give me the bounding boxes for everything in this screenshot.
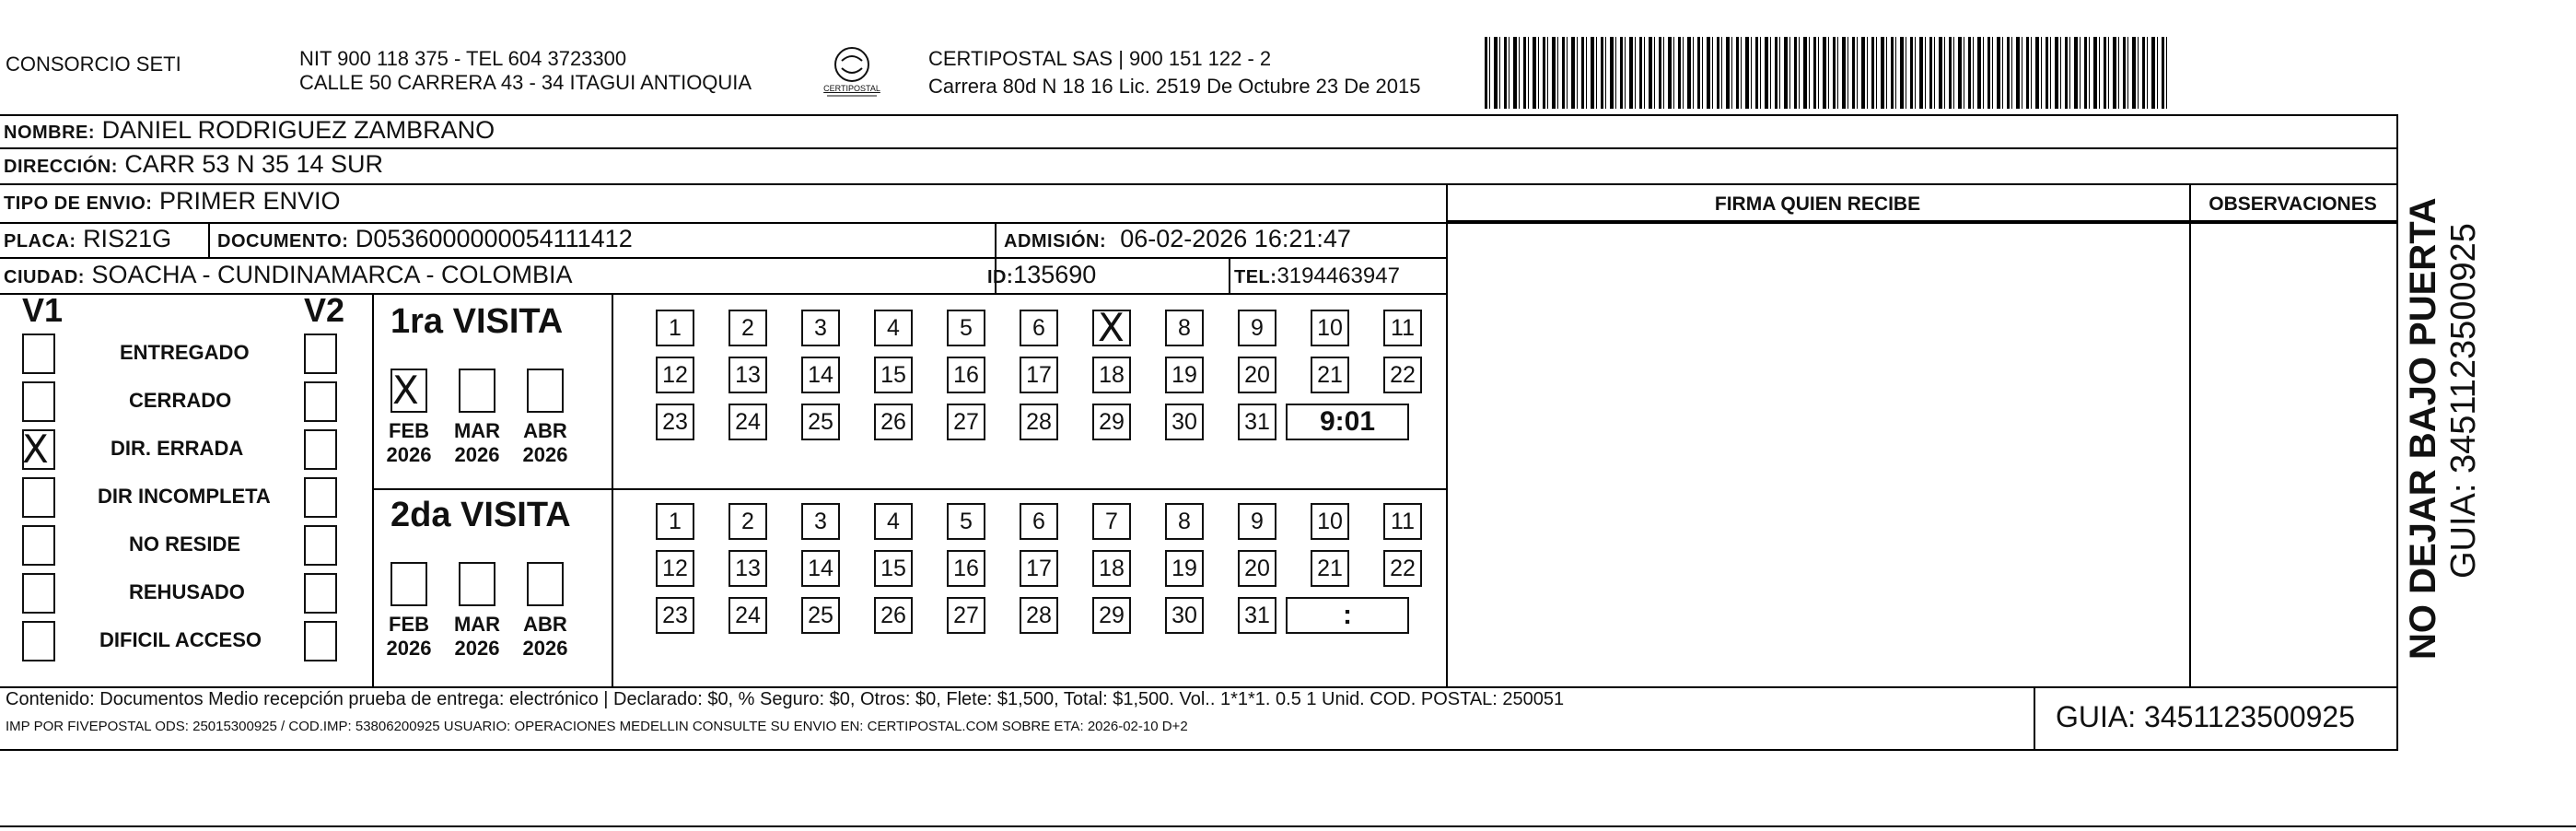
status-label: CERRADO bbox=[129, 389, 232, 412]
v2-checkbox[interactable] bbox=[304, 334, 337, 374]
month-year: 2026 bbox=[386, 443, 432, 466]
col-line-guia bbox=[2034, 686, 2035, 749]
month-label: MAR bbox=[453, 613, 501, 636]
footer-content: Contenido: Documentos Medio recepción prueba de entrega: electrónico | Declarado: $0, % Seguro: $0, Otros: $0, Flete: $1,500, Total: $1,500. Vol.. 1*1*1. 0.5 1 Unid. COD. POSTAL: 250051 bbox=[6, 689, 1565, 709]
month-year: 2026 bbox=[522, 637, 568, 660]
day-box[interactable]: 16 bbox=[947, 550, 985, 587]
v2-checkbox[interactable] bbox=[304, 477, 337, 518]
day-box[interactable]: 29 bbox=[1092, 597, 1131, 634]
day-box[interactable]: 12 bbox=[656, 357, 694, 393]
status-label: DIFICIL ACCESO bbox=[99, 628, 262, 651]
status-label: DIR INCOMPLETA bbox=[98, 485, 271, 508]
v2-checkbox[interactable] bbox=[304, 381, 337, 422]
day-check-mark: X bbox=[1098, 305, 1125, 350]
v2-checkbox[interactable] bbox=[304, 573, 337, 614]
day-box[interactable]: 23 bbox=[656, 597, 694, 634]
day-box[interactable]: 26 bbox=[874, 404, 913, 440]
v1-checkbox[interactable] bbox=[22, 621, 55, 661]
col-line-firma bbox=[1446, 183, 1448, 686]
day-box[interactable]: 15 bbox=[874, 357, 913, 393]
visit1-title: 1ra VISITA bbox=[390, 302, 564, 341]
day-box[interactable]: 3 bbox=[801, 503, 840, 540]
day-box[interactable]: 18 bbox=[1092, 357, 1131, 393]
month-label: FEB bbox=[389, 419, 429, 442]
col-line-obs bbox=[2189, 183, 2191, 686]
month-checkbox[interactable] bbox=[459, 369, 495, 413]
day-box[interactable]: 30 bbox=[1165, 404, 1204, 440]
day-box[interactable]: 25 bbox=[801, 597, 840, 634]
month-year: 2026 bbox=[454, 443, 500, 466]
day-box[interactable]: 4 bbox=[874, 310, 913, 346]
month-checkbox[interactable] bbox=[527, 369, 564, 413]
day-box[interactable]: 14 bbox=[801, 357, 840, 393]
day-box[interactable]: 5 bbox=[947, 503, 985, 540]
day-box[interactable]: 18 bbox=[1092, 550, 1131, 587]
month-checkbox[interactable] bbox=[527, 562, 564, 606]
day-box[interactable]: 13 bbox=[729, 550, 767, 587]
day-box[interactable]: 5 bbox=[947, 310, 985, 346]
day-box[interactable]: 12 bbox=[656, 550, 694, 587]
id-row: ID:135690 bbox=[987, 261, 1097, 288]
day-box[interactable]: 17 bbox=[1020, 550, 1058, 587]
day-box[interactable]: 28 bbox=[1020, 404, 1058, 440]
placa-row: PLACA: RIS21G bbox=[4, 225, 172, 252]
time-box[interactable]: : bbox=[1286, 597, 1409, 634]
day-box[interactable]: 11 bbox=[1383, 503, 1422, 540]
side-guia: GUIA: 3451123500925 bbox=[2444, 223, 2483, 579]
visit2-title: 2da VISITA bbox=[390, 496, 571, 534]
tipo-envio-row: TIPO DE ENVIO: PRIMER ENVIO bbox=[4, 187, 341, 215]
col-line-placa bbox=[208, 222, 210, 257]
month-check-mark: X bbox=[392, 368, 419, 413]
day-box[interactable]: 21 bbox=[1311, 550, 1349, 587]
visit-separator bbox=[372, 488, 1448, 490]
row-line-5 bbox=[0, 293, 1448, 295]
day-box[interactable]: 21 bbox=[1311, 357, 1349, 393]
status-label: NO RESIDE bbox=[129, 533, 241, 556]
time-box[interactable]: 9:01 bbox=[1286, 404, 1409, 440]
v2-label: V2 bbox=[304, 291, 345, 329]
day-box[interactable]: 11 bbox=[1383, 310, 1422, 346]
v1-checkbox[interactable] bbox=[22, 381, 55, 422]
day-box[interactable]: 27 bbox=[947, 597, 985, 634]
admision-row: ADMISIÓN: 06-02-2026 16:21:47 bbox=[1004, 225, 1351, 252]
nombre-row: NOMBRE: DANIEL RODRIGUEZ ZAMBRANO bbox=[4, 116, 495, 144]
company-name: CONSORCIO SETI bbox=[6, 53, 181, 76]
month-checkbox[interactable] bbox=[459, 562, 495, 606]
month-label: ABR bbox=[523, 419, 567, 442]
day-box[interactable]: 9 bbox=[1238, 503, 1276, 540]
firma-header-line bbox=[1446, 220, 2397, 222]
day-box[interactable]: 4 bbox=[874, 503, 913, 540]
day-box[interactable]: 1 bbox=[656, 503, 694, 540]
day-box[interactable]: 26 bbox=[874, 597, 913, 634]
row-line-2 bbox=[0, 183, 2397, 185]
tel-row: TEL:3194463947 bbox=[1234, 263, 1400, 288]
v2-checkbox[interactable] bbox=[304, 429, 337, 470]
day-box[interactable]: 6 bbox=[1020, 503, 1058, 540]
day-box[interactable]: 15 bbox=[874, 550, 913, 587]
logo-text: CERTIPOSTAL bbox=[823, 84, 880, 93]
certipostal-license: Carrera 80d N 18 16 Lic. 2519 De Octubre 23 De 2015 bbox=[928, 75, 1421, 98]
day-box[interactable]: 7 bbox=[1092, 503, 1131, 540]
day-box[interactable]: 2 bbox=[729, 310, 767, 346]
day-box[interactable]: 8 bbox=[1165, 310, 1204, 346]
month-checkbox[interactable] bbox=[390, 562, 427, 606]
day-box[interactable]: 2 bbox=[729, 503, 767, 540]
footer-imp: IMP POR FIVEPOSTAL ODS: 25015300925 / COD.IMP: 53806200925 USUARIO: OPERACIONES MEDELLIN CONSULTE SU ENVIO EN: CERTIPOSTAL.COM SOBRE ETA: 2026-02-10 D+2 bbox=[6, 719, 1188, 734]
day-box[interactable]: 8 bbox=[1165, 503, 1204, 540]
v1-checkbox[interactable] bbox=[22, 334, 55, 374]
status-label: REHUSADO bbox=[129, 580, 245, 603]
day-box[interactable]: 6 bbox=[1020, 310, 1058, 346]
documento-row: DOCUMENTO: D0536000000054111412 bbox=[217, 225, 633, 252]
company-address: CALLE 50 CARRERA 43 - 34 ITAGUI ANTIOQUIA bbox=[299, 71, 752, 94]
status-label: DIR. ERRADA bbox=[111, 437, 244, 460]
day-box[interactable]: 31 bbox=[1238, 597, 1276, 634]
v2-checkbox[interactable] bbox=[304, 525, 337, 566]
month-year: 2026 bbox=[386, 637, 432, 660]
day-box[interactable]: 10 bbox=[1311, 503, 1349, 540]
footer-line bbox=[0, 686, 2397, 688]
day-box[interactable]: 10 bbox=[1311, 310, 1349, 346]
page-bottom-line bbox=[0, 825, 2576, 827]
day-box[interactable]: 19 bbox=[1165, 550, 1204, 587]
day-box[interactable]: 27 bbox=[947, 404, 985, 440]
barcode bbox=[1485, 37, 2171, 109]
v1-check-mark: X bbox=[22, 427, 49, 472]
day-box[interactable]: 19 bbox=[1165, 357, 1204, 393]
v1-checkbox[interactable] bbox=[22, 477, 55, 518]
day-box[interactable]: 29 bbox=[1092, 404, 1131, 440]
day-box[interactable]: 20 bbox=[1238, 550, 1276, 587]
col-line-tel bbox=[1229, 257, 1230, 294]
v1-checkbox[interactable] bbox=[22, 573, 55, 614]
month-label: MAR bbox=[453, 419, 501, 442]
status-label: ENTREGADO bbox=[120, 341, 250, 364]
day-box[interactable]: 25 bbox=[801, 404, 840, 440]
day-box[interactable]: 3 bbox=[801, 310, 840, 346]
day-box[interactable]: 1 bbox=[656, 310, 694, 346]
day-box[interactable]: 9 bbox=[1238, 310, 1276, 346]
observaciones-label: OBSERVACIONES bbox=[2209, 193, 2377, 215]
month-label: FEB bbox=[389, 613, 429, 636]
day-box[interactable]: 24 bbox=[729, 597, 767, 634]
day-box[interactable]: 31 bbox=[1238, 404, 1276, 440]
day-box[interactable]: 16 bbox=[947, 357, 985, 393]
day-box[interactable]: 13 bbox=[729, 357, 767, 393]
direccion-row: DIRECCIÓN: CARR 53 N 35 14 SUR bbox=[4, 150, 384, 178]
month-year: 2026 bbox=[454, 637, 500, 660]
day-box[interactable]: 22 bbox=[1383, 357, 1422, 393]
month-year: 2026 bbox=[522, 443, 568, 466]
day-box[interactable]: 20 bbox=[1238, 357, 1276, 393]
company-nit: NIT 900 118 375 - TEL 604 3723300 bbox=[299, 47, 627, 70]
frame-right-line bbox=[2396, 114, 2398, 750]
ciudad-row: CIUDAD: SOACHA - CUNDINAMARCA - COLOMBIA bbox=[4, 261, 573, 288]
footer-guia: GUIA: 3451123500925 bbox=[2056, 700, 2355, 733]
day-box[interactable]: 24 bbox=[729, 404, 767, 440]
v1-label: V1 bbox=[22, 291, 64, 329]
side-warning: NO DEJAR BAJO PUERTA bbox=[2403, 197, 2443, 660]
day-box[interactable]: 17 bbox=[1020, 357, 1058, 393]
certipostal-info: CERTIPOSTAL SAS | 900 151 122 - 2 bbox=[928, 47, 1272, 70]
day-box[interactable]: 30 bbox=[1165, 597, 1204, 634]
frame-bottom-line bbox=[0, 749, 2398, 751]
firma-label: FIRMA QUIEN RECIBE bbox=[1714, 193, 1921, 215]
v1-checkbox[interactable] bbox=[22, 525, 55, 566]
day-box[interactable]: 22 bbox=[1383, 550, 1422, 587]
day-box[interactable]: 23 bbox=[656, 404, 694, 440]
day-box[interactable]: 28 bbox=[1020, 597, 1058, 634]
certipostal-logo bbox=[820, 44, 884, 99]
day-box[interactable]: 14 bbox=[801, 550, 840, 587]
month-label: ABR bbox=[523, 613, 567, 636]
v2-checkbox[interactable] bbox=[304, 621, 337, 661]
